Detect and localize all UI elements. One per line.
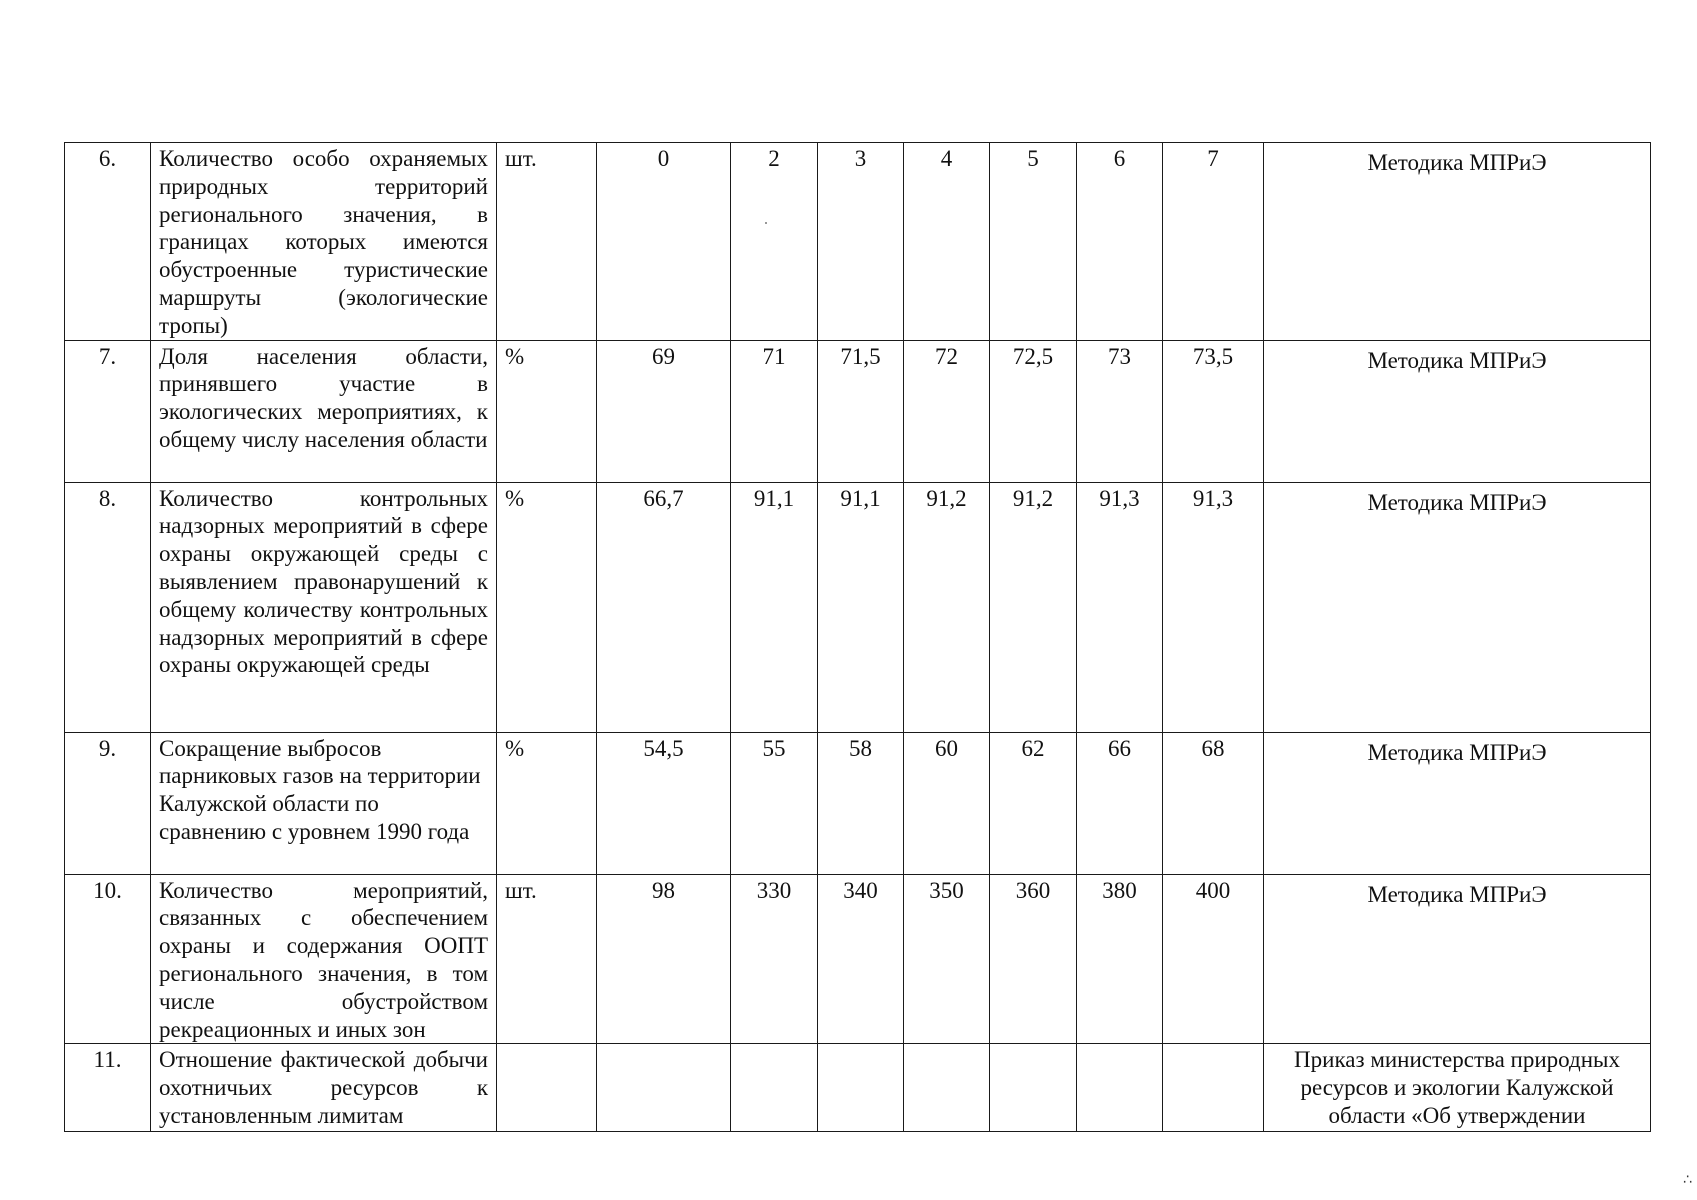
indicators-table bbox=[64, 142, 1651, 1132]
value-cell: 68 bbox=[1163, 732, 1264, 874]
value-cell: 3 bbox=[818, 143, 904, 341]
table-row bbox=[65, 874, 1651, 1044]
value-cell: 98 bbox=[597, 874, 731, 1044]
unit-cell: % bbox=[497, 732, 597, 874]
value-cell: 340 bbox=[818, 874, 904, 1044]
value-cell bbox=[597, 1044, 731, 1132]
table-row bbox=[65, 143, 1651, 341]
value-cell: 91,1 bbox=[731, 482, 818, 732]
value-cell: 55 bbox=[731, 732, 818, 874]
row-number: 6. bbox=[65, 143, 151, 341]
indicator-name: Доля населения области, принявшего участие в экологических мероприятиях, к общему числу населения области bbox=[151, 340, 497, 482]
value-cell bbox=[818, 1044, 904, 1132]
value-cell: 54,5 bbox=[597, 732, 731, 874]
indicator-name: Количество особо охраняемых природных территорий регионального значения, в границах которых имеются обустроенные туристические маршруты (экологические тропы) bbox=[151, 143, 497, 341]
value-cell: 91,2 bbox=[904, 482, 990, 732]
table-row bbox=[65, 482, 1651, 732]
value-cell bbox=[1077, 1044, 1163, 1132]
table-row bbox=[65, 340, 1651, 482]
value-cell: 72 bbox=[904, 340, 990, 482]
unit-cell: % bbox=[497, 340, 597, 482]
source-cell: Методика МПРиЭ bbox=[1264, 482, 1651, 732]
value-cell: 60 bbox=[904, 732, 990, 874]
value-cell: 360 bbox=[990, 874, 1077, 1044]
row-number: 9. bbox=[65, 732, 151, 874]
value-cell: 7 bbox=[1163, 143, 1264, 341]
value-cell: 72,5 bbox=[990, 340, 1077, 482]
value-cell bbox=[904, 1044, 990, 1132]
value-cell: 2 bbox=[731, 143, 818, 341]
row-number: 7. bbox=[65, 340, 151, 482]
unit-cell: шт. bbox=[497, 143, 597, 341]
table-row bbox=[65, 732, 1651, 874]
value-cell: 73 bbox=[1077, 340, 1163, 482]
unit-cell: % bbox=[497, 482, 597, 732]
value-cell: 5 bbox=[990, 143, 1077, 341]
source-cell: Методика МПРиЭ bbox=[1264, 874, 1651, 1044]
value-cell: 350 bbox=[904, 874, 990, 1044]
value-cell: 4 bbox=[904, 143, 990, 341]
value-cell bbox=[1163, 1044, 1264, 1132]
value-cell: 62 bbox=[990, 732, 1077, 874]
value-cell bbox=[731, 1044, 818, 1132]
value-cell: 73,5 bbox=[1163, 340, 1264, 482]
value-cell: 91,3 bbox=[1077, 482, 1163, 732]
source-cell: Методика МПРиЭ bbox=[1264, 732, 1651, 874]
indicator-name: Отношение фактической добычи охотничьих ресурсов к установленным лимитам bbox=[151, 1044, 497, 1132]
source-cell: Методика МПРиЭ bbox=[1264, 340, 1651, 482]
value-cell bbox=[990, 1044, 1077, 1132]
table-row bbox=[65, 1044, 1651, 1132]
value-cell: 6 bbox=[1077, 143, 1163, 341]
value-cell: 400 bbox=[1163, 874, 1264, 1044]
value-cell: 71 bbox=[731, 340, 818, 482]
unit-cell bbox=[497, 1044, 597, 1132]
value-cell: 91,3 bbox=[1163, 482, 1264, 732]
value-cell: 66 bbox=[1077, 732, 1163, 874]
value-cell: 71,5 bbox=[818, 340, 904, 482]
unit-cell: шт. bbox=[497, 874, 597, 1044]
row-number: 11. bbox=[65, 1044, 151, 1132]
indicator-name: Количество мероприятий, связанных с обеспечением охраны и содержания ООПТ регионального значения, в том числе обустройством рекреационных и иных зон bbox=[151, 874, 497, 1044]
indicator-name: Сокращение выбросов парниковых газов на территории Калужской области по сравнению с уровнем 1990 года bbox=[151, 732, 497, 874]
value-cell: 91,2 bbox=[990, 482, 1077, 732]
scan-artifact: ∴ bbox=[1683, 1172, 1692, 1188]
value-cell: 69 bbox=[597, 340, 731, 482]
value-cell: 58 bbox=[818, 732, 904, 874]
row-number: 10. bbox=[65, 874, 151, 1044]
value-cell: 91,1 bbox=[818, 482, 904, 732]
source-cell: Методика МПРиЭ bbox=[1264, 143, 1651, 341]
source-cell: Приказ министерства природных ресурсов и экологии Калужской области «Об утверждении bbox=[1264, 1044, 1651, 1132]
indicator-name: Количество контрольных надзорных мероприятий в сфере охраны окружающей среды с выявлением правонарушений к общему количеству контрольных надзорных мероприятий в сфере охраны окружающей среды bbox=[151, 482, 497, 732]
value-cell: 330 bbox=[731, 874, 818, 1044]
row-number: 8. bbox=[65, 482, 151, 732]
value-cell: 0 bbox=[597, 143, 731, 341]
value-cell: 380 bbox=[1077, 874, 1163, 1044]
value-cell: 66,7 bbox=[597, 482, 731, 732]
